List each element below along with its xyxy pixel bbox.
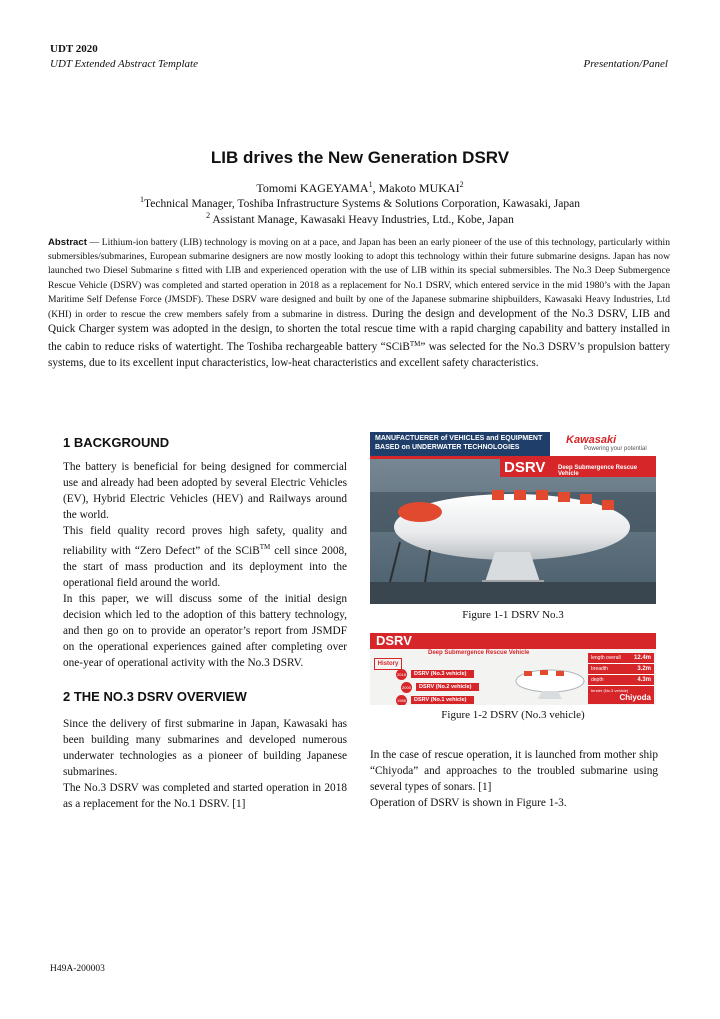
template-name: UDT Extended Abstract Template (50, 58, 198, 70)
author-name: Makoto MUKAI (378, 181, 460, 195)
figure-1-1-caption: Figure 1-1 DSRV No.3 (462, 609, 564, 621)
abstract (48, 236, 670, 371)
affiliation-superscript: 1 (140, 195, 145, 204)
kawasaki-slogan: Powering your potential (584, 446, 647, 452)
history-vehicle: DSRV (No.1 vehicle) (411, 696, 474, 704)
figure-dsrv-subtitle: Deep Submergence Rescue Vehicle (558, 465, 638, 477)
spec-row (588, 675, 654, 686)
dsrv-photo-illustration (370, 432, 656, 604)
paragraph: In the case of rescue operation, it is launched from mother ship “Chiyoda” and approaches to the troubled submarine using several types of sonars. [1] (370, 749, 658, 793)
paragraph-text: cell since 2008, the start of mass production and its deployment into the operational field around the world. (63, 544, 347, 589)
figure-title-band (370, 633, 656, 649)
section-2-body (63, 716, 347, 812)
author-name: Tomomi KAGEYAMA (256, 181, 369, 195)
presentation-type: Presentation/Panel (583, 58, 668, 70)
conference-name: UDT 2020 (50, 43, 98, 55)
abstract-text: — Lithium-ion battery (LIB) technology is moving on at a pace, and Japan has been an early pioneer of the use of this technology, particularly within submersibles/submarines, European submarine designers are now mostly looking to adopt this technology within their future submarine designs. Japan has now launched two Diesel Submarine s fitted with LIB and experienced operation with the use of LIB within its special submersibles. The No.3 Deep Submergence Rescue Vehicle (DSRV) was completed and started operation in 2018 as a replacement for No.1 DSRV, which entered service in the mid 1980’s with the Japan Maritime Self Defense Force (JMSDF). These DSRV ware designed and built by one of the Japanese submarine shipbuilders, Kawasaki Heavy Industries, Ltd (KHI) in order to rescue the crew members safely from a submarine in distress. (48, 237, 670, 321)
spec-row (588, 664, 654, 675)
spec-table (588, 653, 654, 704)
spec-row (588, 686, 654, 704)
document-id: H49A-200003 (50, 964, 105, 974)
abstract-label: Abstract (48, 237, 87, 248)
abstract-text-large: ” was selected for the No.3 DSRV’s propulsion battery systems, due to its excellent input characteristics, low-heat characteristics and excellent safety characteristics. (48, 341, 670, 369)
paragraph (63, 523, 347, 591)
figure-1-2-caption: Figure 1-2 DSRV (No.3 vehicle) (441, 709, 585, 721)
section-1-body (63, 459, 347, 671)
dsrv-thumbnail-illustration (510, 661, 590, 701)
figure-dsrv-photo (370, 432, 656, 604)
spec-value: 4.3m (637, 677, 651, 683)
paragraph: In this paper, we will discuss some of the initial design decision which led to the adoption of this battery technology, and then go on to provide an operator’s report from JSMDF on the operational experiences gained after completing over one-year of operational activity with the No.3 DSRV. (63, 592, 347, 669)
affiliation-text: Technical Manager, Toshiba Infrastructure Systems & Solutions Corporation, Kawasaki, Japan (144, 197, 580, 210)
mother-ship-label: tender (No.3 vehicle) (591, 688, 629, 693)
history-vehicle: DSRV (No.2 vehicle) (416, 683, 479, 691)
kawasaki-logo: Kawasaki (566, 434, 617, 446)
paragraph: Since the delivery of first submarine in Japan, Kawasaki has been building many submarines and developed numerous underwater technologies as a pioneer of building Japanese submarines. (63, 718, 347, 778)
spec-value: 3.2m (637, 666, 651, 672)
history-row (396, 691, 474, 705)
history-year: 2018 (396, 669, 407, 680)
history-label: History (374, 658, 402, 670)
spec-name: breadth (591, 666, 608, 672)
spec-value: 12.4m (633, 655, 651, 661)
figure-banner-text: MANUFACTUERER of VEHICLES and EQUIPMENT BASED on UNDERWATER TECHNOLOGIES (375, 435, 543, 451)
trademark-superscript: TM (259, 543, 271, 551)
section-heading-overview: 2 THE NO.3 DSRV OVERVIEW (63, 689, 247, 704)
spec-name: depth (591, 677, 604, 683)
affiliation-1 (0, 195, 720, 210)
paragraph: The No.3 DSRV was completed and started operation in 2018 as a replacement for the No.1 DSRV. [1] (63, 782, 347, 810)
section-heading-background: 1 BACKGROUND (63, 435, 170, 450)
right-column-text (370, 747, 658, 811)
history-year: 2000 (401, 682, 412, 693)
author-superscript: 2 (459, 180, 464, 189)
mother-ship-name: Chiyoda (619, 693, 651, 702)
author-line (0, 180, 720, 196)
figure-dsrv-subtitle: Deep Submergence Rescue Vehicle (428, 650, 530, 656)
affiliation-2 (0, 211, 720, 226)
abstract-text-large: During the design and development of the No.3 DSRV, LIB and Quick Charger system was adopted in the design, to shorten the total rescue time with a rapid charging capability and battery installed in the cabin to reduce risks of watertight. The Toshiba rechargeable battery “SCiB (48, 308, 671, 354)
history-vehicle: DSRV (No.3 vehicle) (411, 670, 474, 678)
spec-name: length overall (591, 655, 621, 661)
paragraph: Operation of DSRV is shown in Figure 1-3. (370, 797, 567, 809)
paper-title: LIB drives the New Generation DSRV (210, 148, 510, 167)
author-separator: , (372, 181, 379, 195)
history-year: 1985 (396, 695, 407, 705)
figure-dsrv-title: DSRV (376, 633, 412, 648)
affiliation-text: Assistant Manage, Kawasaki Heavy Industries, Ltd., Kobe, Japan (210, 213, 514, 226)
figure-dsrv-title: DSRV (504, 459, 546, 476)
figure-dsrv-history (370, 633, 656, 705)
spec-row (588, 653, 654, 664)
paragraph-text: This field quality record proves high safety, quality and reliability with “Zero Defect” of the SCiB (63, 525, 347, 557)
affiliation-superscript: 2 (206, 211, 211, 220)
trademark-superscript: TM (409, 340, 421, 349)
author-superscript: 1 (368, 180, 373, 189)
paragraph: The battery is beneficial for being designed for commercial use and already had been adopted by several Electric Vehicles (EV), Hybrid Electric Vehicles (HEV) and Railways around the world. (63, 461, 347, 521)
